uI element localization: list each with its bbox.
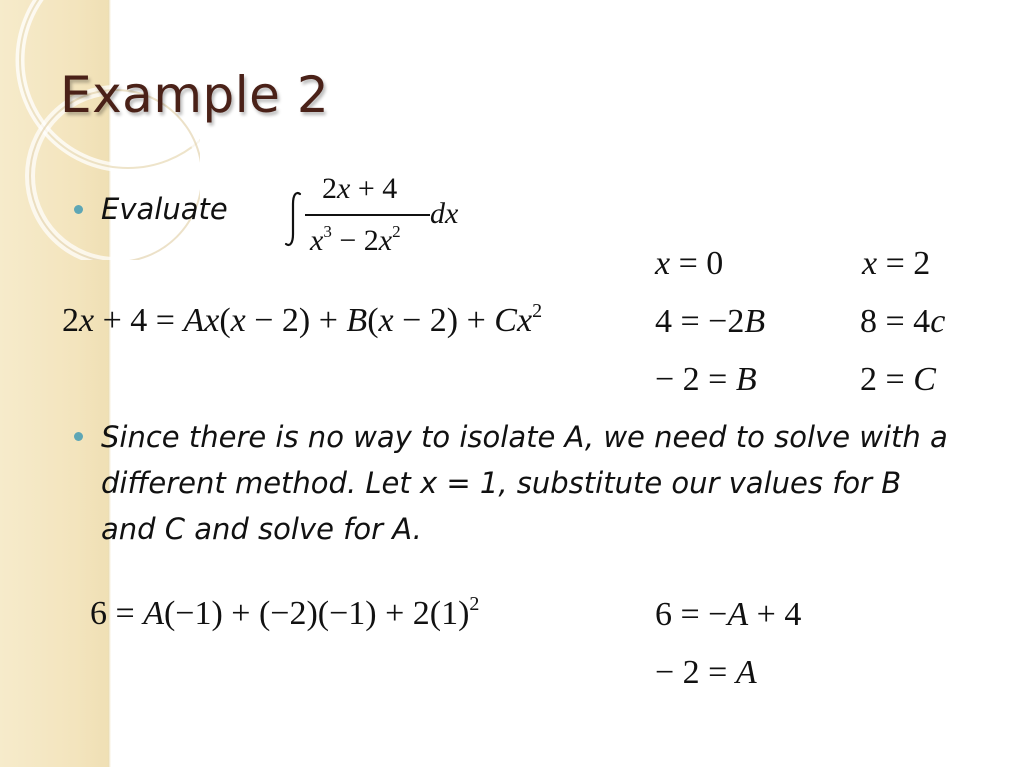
solve-B-step: 4 = −2B <box>655 303 766 340</box>
bullet-dot <box>74 205 83 214</box>
bullet-dot <box>74 432 83 441</box>
slide-title: Example 2 <box>60 66 330 124</box>
final-step-1: 6 = −A + 4 <box>655 596 802 633</box>
final-step-2: − 2 = A <box>655 654 757 691</box>
solve-x0: x = 0 <box>655 245 724 282</box>
evaluate-label: Evaluate <box>101 192 228 226</box>
solve-C-result: 2 = C <box>860 361 936 398</box>
fraction-bar <box>305 214 430 216</box>
solve-B-result: − 2 = B <box>655 361 757 398</box>
method-explanation: Since there is no way to isolate A, we need to solve with a different method. Let x = 1, substitute our values for B and C and solve for A. <box>101 420 948 546</box>
integral-sign <box>283 190 305 248</box>
integral-denominator: $x^3 - 2x^2$ <box>310 222 401 257</box>
solve-C-step: 8 = 4c <box>860 303 946 340</box>
integral-numerator: 2x + 4 <box>322 172 398 205</box>
solve-x2: x = 2 <box>862 245 931 282</box>
integral-differential: dx <box>430 197 459 230</box>
substitution-equation: $6 = A(-1) + (-2)(-1) + 2(1)^2$ <box>90 593 480 632</box>
partial-fraction-equation: $2x + 4 = Ax(x - 2) + B(x - 2) + Cx^2$ <box>62 300 543 339</box>
